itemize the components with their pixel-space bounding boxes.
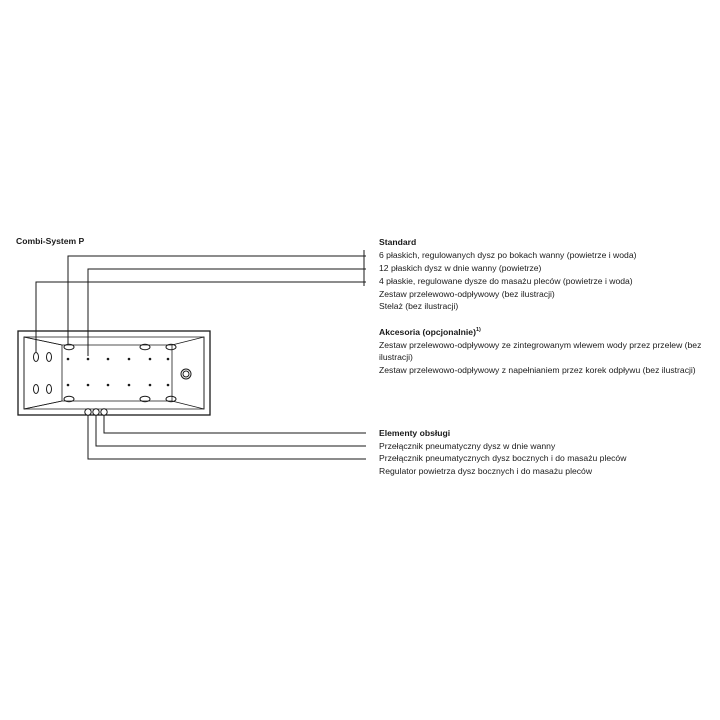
floor-jet — [149, 358, 152, 361]
floor-jet — [167, 384, 170, 387]
controls-heading: Elementy obsługi — [379, 428, 451, 438]
accessories-footnote-marker: 1) — [475, 327, 481, 334]
floor-jet — [67, 384, 70, 387]
diagram-title: Combi-System P — [16, 236, 85, 246]
standard-item: 6 płaskich, regulowanych dysz po bokach wanny (powietrze i woda) — [379, 250, 637, 260]
standard-item: 4 płaskie, regulowane dysze do masażu pleców (powietrze i woda) — [379, 276, 633, 286]
leader-line-back-jets — [36, 282, 366, 352]
bathtub-basin — [24, 337, 204, 409]
control-item: Przełącznik pneumatycznych dysz bocznych i do masażu pleców — [379, 453, 627, 463]
drain-inner — [183, 371, 189, 377]
accessories-heading-text: Akcesoria (opcjonalnie) — [379, 327, 476, 337]
back-massage-jet — [47, 353, 52, 362]
back-massage-jet — [34, 385, 39, 394]
back-massage-jet — [47, 385, 52, 394]
floor-jet — [128, 384, 131, 387]
floor-jet — [128, 358, 131, 361]
control-button-air-regulator — [101, 409, 107, 415]
bathtub-basin-floor — [24, 337, 204, 409]
leader-line-control-floor — [88, 415, 366, 459]
floor-jet — [107, 358, 110, 361]
accessories-heading — [379, 326, 481, 338]
accessory-item: Zestaw przelewowo-odpływowy ze zintegrowanym wlewem wody przez przelew (bez ilustracji) — [379, 340, 702, 363]
back-massage-jet — [34, 353, 39, 362]
leader-line-control-side — [96, 415, 366, 446]
floor-jet — [87, 384, 90, 387]
floor-jet — [107, 384, 110, 387]
floor-jet — [87, 358, 90, 361]
basin-corner-top-left — [24, 337, 62, 345]
accessory-item: Zestaw przelewowo-odpływowy z napełnianiem przez korek odpływu (bez ilustracji) — [379, 365, 696, 375]
standard-heading: Standard — [379, 237, 417, 247]
control-item: Przełącznik pneumatyczny dysz w dnie wanny — [379, 441, 556, 451]
standard-item: Stelaż (bez ilustracji) — [379, 301, 459, 311]
leader-line-control-air — [104, 415, 366, 433]
control-button-side-jets — [93, 409, 99, 415]
floor-jet — [67, 358, 70, 361]
control-button-floor-jets — [85, 409, 91, 415]
control-item: Regulator powietrza dysz bocznych i do masażu pleców — [379, 466, 593, 476]
floor-jet — [149, 384, 152, 387]
floor-jet — [167, 358, 170, 361]
basin-corner-bottom-left — [24, 401, 62, 409]
standard-item: Zestaw przelewowo-odpływowy (bez ilustracji) — [379, 289, 555, 299]
standard-item: 12 płaskich dysz w dnie wanny (powietrze) — [379, 263, 542, 273]
